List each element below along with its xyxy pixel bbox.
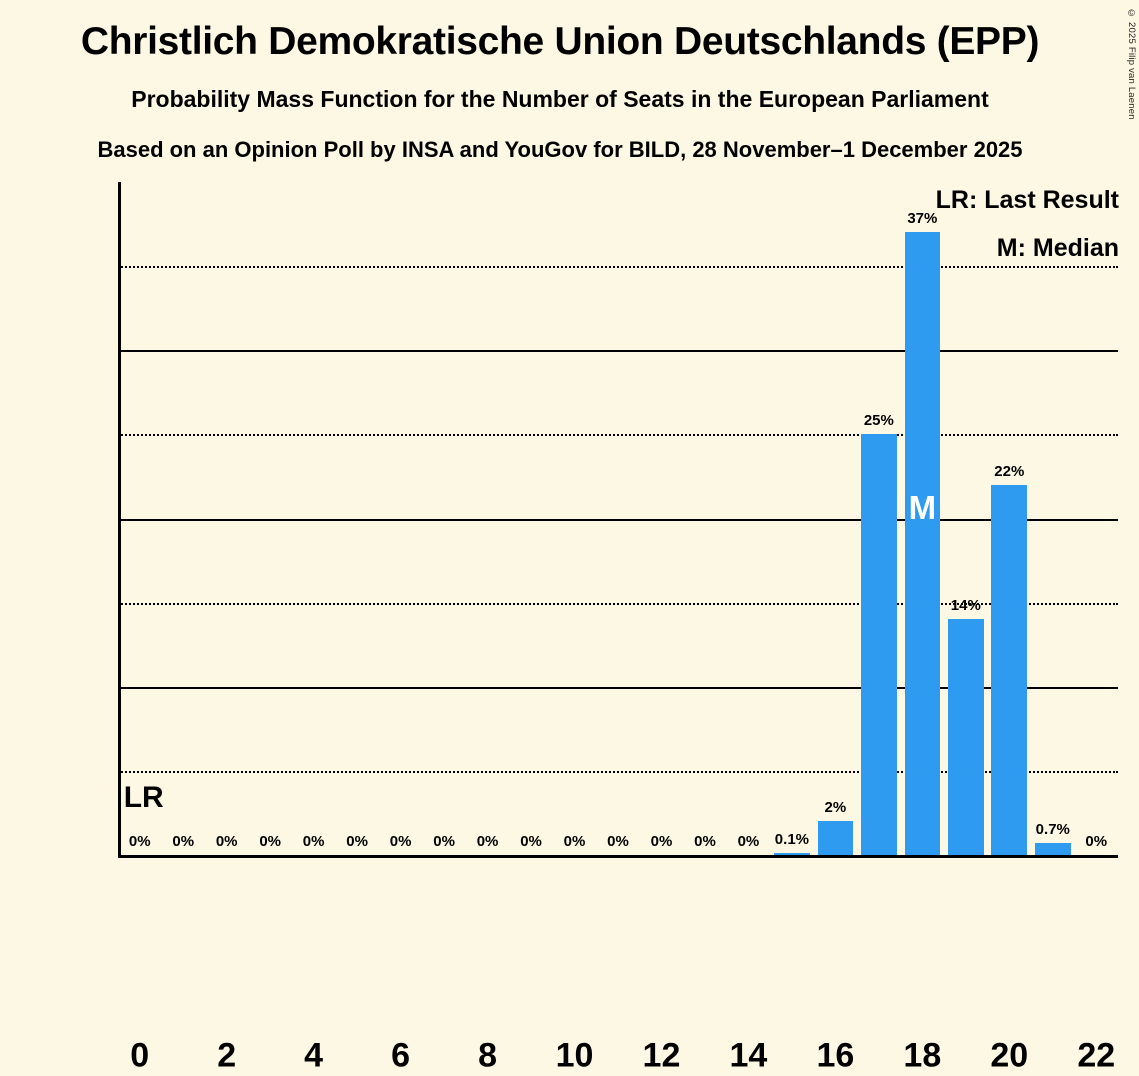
bar-value-label: 0% xyxy=(476,833,499,850)
bar xyxy=(948,619,984,855)
last-result-marker: LR xyxy=(123,780,164,814)
bar-value-label: 2% xyxy=(824,799,847,817)
bar-value-label: 0% xyxy=(737,833,760,850)
median-marker: M xyxy=(908,488,937,526)
bar-value-label: 0% xyxy=(520,833,542,850)
x-tick-label: 0 xyxy=(130,1036,150,1075)
bar-value-label: 0% xyxy=(215,833,238,850)
bar-value-label: 0.1% xyxy=(774,831,810,849)
gridline-minor xyxy=(118,434,1118,436)
bar-value-label: 0% xyxy=(433,833,455,850)
bar-value-label: 0% xyxy=(302,833,325,850)
bar-value-label: 0% xyxy=(346,833,368,850)
chart-subtitle: Probability Mass Function for the Number of Seats in the European Parliament xyxy=(131,86,989,112)
bar-value-label: 0% xyxy=(128,833,151,850)
gridline-minor xyxy=(118,266,1118,268)
gridline-major xyxy=(118,519,1118,521)
x-tick-label: 2 xyxy=(217,1036,237,1075)
bar xyxy=(774,853,810,855)
bar xyxy=(861,434,897,855)
x-axis xyxy=(118,855,1118,858)
x-tick-label: 8 xyxy=(478,1036,498,1075)
bar-value-label: 0% xyxy=(259,833,282,850)
legend-last-result: LR: Last Result xyxy=(935,186,1119,214)
bar xyxy=(991,485,1027,855)
x-tick-label: 16 xyxy=(816,1036,855,1075)
bar-value-label: 0% xyxy=(694,833,716,850)
gridline-major xyxy=(118,350,1118,352)
bar-value-label: 0% xyxy=(650,833,673,850)
x-tick-label: 22 xyxy=(1077,1036,1116,1075)
bar-value-label: 37% xyxy=(907,210,938,228)
bar-value-label: 0% xyxy=(563,833,586,850)
bar-value-label: 0% xyxy=(172,833,195,850)
x-tick-label: 20 xyxy=(990,1036,1029,1075)
x-tick-label: 14 xyxy=(729,1036,768,1075)
bar-value-label: 0% xyxy=(389,833,412,850)
bar-value-label: 25% xyxy=(863,412,894,430)
x-tick-label: 18 xyxy=(903,1036,942,1075)
x-tick-label: 4 xyxy=(304,1036,324,1075)
bar xyxy=(818,821,854,855)
legend-median: M: Median xyxy=(996,234,1119,262)
chart-title: Christlich Demokratische Union Deutschlands (EPP) xyxy=(80,20,1040,63)
bar-value-label: 22% xyxy=(994,462,1025,480)
x-tick-label: 10 xyxy=(555,1036,594,1075)
bar-value-label: 0% xyxy=(1085,833,1108,850)
bar-value-label: 0.7% xyxy=(1035,821,1070,839)
copyright-notice: © 2025 Filip van Laenen xyxy=(1126,8,1137,120)
bar xyxy=(1035,843,1071,855)
bar-value-label: 14% xyxy=(950,597,981,615)
bar xyxy=(905,232,941,855)
x-tick-label: 12 xyxy=(642,1036,681,1075)
chart-source-line: Based on an Opinion Poll by INSA and YouGov for BILD, 28 November–1 December 2025 xyxy=(97,137,1023,162)
bar-value-label: 0% xyxy=(607,833,629,850)
x-tick-label: 6 xyxy=(391,1036,411,1075)
plot-area xyxy=(118,182,1118,1075)
